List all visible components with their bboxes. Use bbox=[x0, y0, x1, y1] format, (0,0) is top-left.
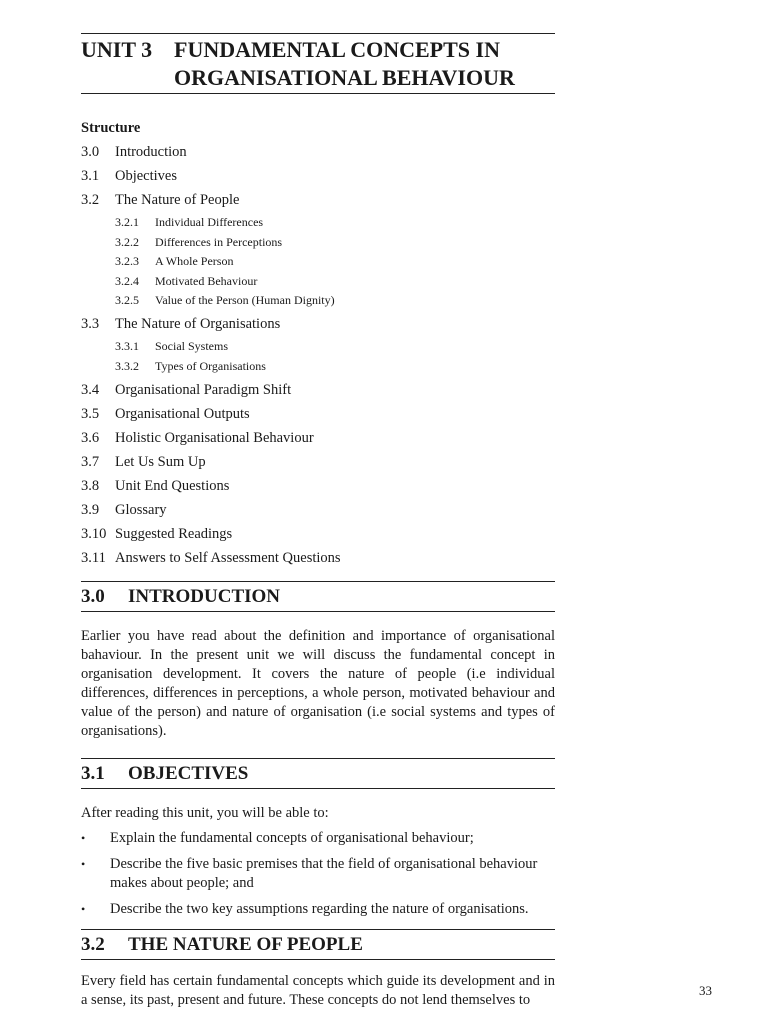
toc-text: Glossary bbox=[115, 501, 167, 518]
toc-item bbox=[81, 429, 555, 447]
toc-text: Individual Differences bbox=[155, 215, 264, 229]
bullet-icon: • bbox=[81, 901, 86, 916]
unit-number: UNIT 3 bbox=[81, 37, 153, 62]
toc-item bbox=[81, 549, 555, 567]
toc-number: 3.3.1 bbox=[115, 339, 139, 353]
bullet-text: Explain the fundamental concepts of organisational behaviour; bbox=[110, 829, 474, 846]
toc-text: Unit End Questions bbox=[115, 477, 230, 494]
toc-number: 3.0 bbox=[81, 144, 100, 160]
toc-number: 3.6 bbox=[81, 429, 100, 446]
toc-subitem bbox=[81, 254, 555, 269]
section-number: 3.0 bbox=[81, 585, 105, 607]
toc-text: The Nature of People bbox=[115, 192, 240, 208]
toc-item bbox=[81, 191, 555, 209]
toc-text: The Nature of Organisations bbox=[115, 316, 281, 332]
toc-text: Value of the Person (Human Dignity) bbox=[155, 293, 335, 307]
bullet-text: Describe the five basic premises that the field of organisational behaviour makes about people; and bbox=[110, 855, 538, 891]
toc-text: Holistic Organisational Behaviour bbox=[115, 429, 314, 446]
toc-subitem bbox=[81, 339, 555, 354]
unit-title-text-2: ORGANISATIONAL BEHAVIOUR bbox=[174, 65, 515, 90]
objectives-list bbox=[81, 829, 555, 919]
table-of-contents bbox=[81, 143, 555, 567]
toc-subitem bbox=[81, 293, 555, 308]
toc-text: Organisational Outputs bbox=[115, 405, 250, 422]
toc-number: 3.2.1 bbox=[115, 215, 139, 229]
toc-number: 3.2.4 bbox=[115, 273, 139, 288]
toc-text: Suggested Readings bbox=[115, 525, 233, 542]
toc-number: 3.2 bbox=[81, 192, 100, 208]
toc-text: Types of Organisations bbox=[155, 358, 266, 373]
objectives-lead: After reading this unit, you will be able to: bbox=[81, 804, 329, 821]
unit-title-block bbox=[81, 33, 555, 94]
toc-text: Let Us Sum Up bbox=[115, 453, 206, 470]
section-title: OBJECTIVES bbox=[128, 762, 249, 784]
unit-title-text-1: FUNDAMENTAL CONCEPTS IN bbox=[174, 37, 500, 62]
toc-text: Differences in Perceptions bbox=[155, 234, 283, 249]
toc-text: Organisational Paradigm Shift bbox=[115, 381, 292, 398]
toc-text: A Whole Person bbox=[155, 254, 234, 268]
document-page bbox=[81, 33, 555, 1010]
toc-subitem bbox=[81, 215, 555, 230]
introduction-paragraph: Earlier you have read about the definition and importance of organisational bahaviour. In the present unit we will discuss the fundamental concept in organisation development. It covers the nature of people (i.e individual differences, differences in perceptions, a whole person, motivated behaviour and value of the person) and nature of organisation (i.e social systems and types of organisations). bbox=[81, 627, 555, 739]
toc-number: 3.7 bbox=[81, 453, 100, 470]
section-number: 3.1 bbox=[81, 762, 105, 784]
toc-text: Social Systems bbox=[155, 339, 229, 353]
toc-number: 3.10 bbox=[81, 525, 107, 542]
list-item bbox=[81, 829, 555, 848]
section-title: THE NATURE OF PEOPLE bbox=[128, 933, 363, 955]
unit-title-line-2 bbox=[81, 64, 555, 92]
toc-number: 3.2.3 bbox=[115, 254, 139, 268]
toc-item bbox=[81, 501, 555, 519]
toc-item bbox=[81, 381, 555, 399]
structure-heading: Structure bbox=[81, 120, 141, 136]
toc-item bbox=[81, 315, 555, 333]
bullet-text: Describe the two key assumptions regarding the nature of organisations. bbox=[110, 900, 529, 917]
bullet-icon: • bbox=[81, 856, 86, 871]
bullet-icon: • bbox=[81, 830, 86, 845]
section-heading-introduction bbox=[81, 581, 555, 612]
toc-number: 3.11 bbox=[81, 549, 106, 566]
nature-of-people-paragraph: Every field has certain fundamental concepts which guide its development and in a sense, its past, present and future. These concepts do not lend themselves to bbox=[81, 972, 555, 1008]
toc-subitem bbox=[81, 235, 555, 250]
section-heading-objectives bbox=[81, 758, 555, 789]
toc-item bbox=[81, 525, 555, 543]
list-item bbox=[81, 900, 555, 919]
unit-title-line-1 bbox=[81, 36, 555, 64]
toc-number: 3.1 bbox=[81, 168, 100, 184]
toc-text: Motivated Behaviour bbox=[155, 273, 258, 288]
toc-number: 3.2.5 bbox=[115, 293, 139, 307]
list-item bbox=[81, 855, 555, 893]
toc-text: Answers to Self Assessment Questions bbox=[115, 549, 341, 566]
toc-number: 3.3 bbox=[81, 316, 100, 332]
toc-text: Introduction bbox=[115, 144, 187, 160]
section-number: 3.2 bbox=[81, 933, 105, 955]
toc-item bbox=[81, 405, 555, 423]
toc-subitem bbox=[81, 274, 555, 289]
toc-number: 3.9 bbox=[81, 501, 100, 518]
toc-item bbox=[81, 453, 555, 471]
toc-number: 3.8 bbox=[81, 477, 100, 494]
section-heading-nature-of-people bbox=[81, 929, 555, 960]
toc-number: 3.4 bbox=[81, 381, 100, 398]
toc-item bbox=[81, 167, 555, 185]
toc-number: 3.3.2 bbox=[115, 358, 139, 373]
page-number: 33 bbox=[699, 983, 712, 998]
toc-number: 3.2.2 bbox=[115, 234, 139, 249]
toc-text: Objectives bbox=[115, 168, 178, 184]
toc-number: 3.5 bbox=[81, 405, 100, 422]
toc-subitem bbox=[81, 359, 555, 374]
toc-item bbox=[81, 143, 555, 161]
toc-item bbox=[81, 477, 555, 495]
section-title: INTRODUCTION bbox=[128, 585, 281, 607]
